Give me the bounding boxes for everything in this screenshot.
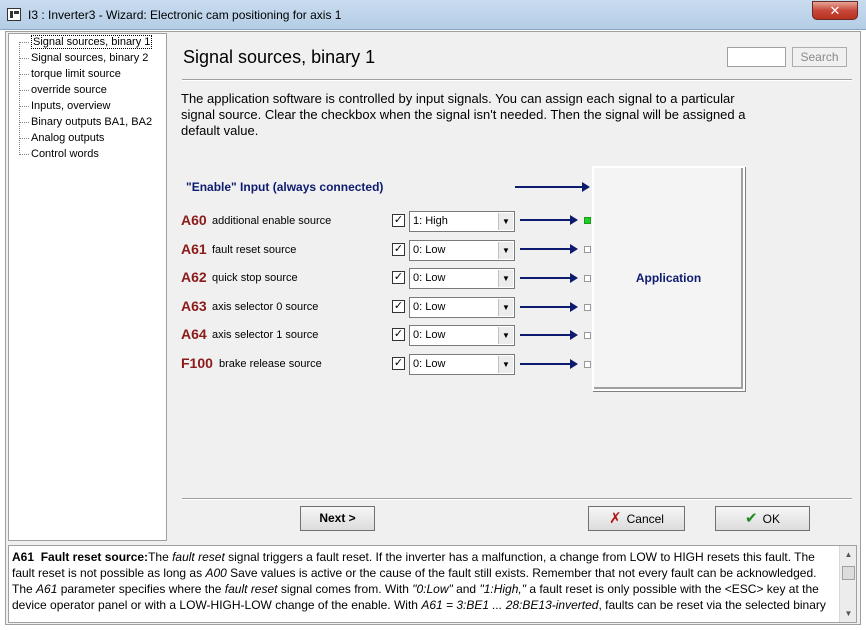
signal-code: A62 bbox=[181, 269, 207, 285]
intro-text: The application software is controlled by input signals. You can assign each signal to a particular signal source. Clear the checkbox when the signal isn't needed. Then the signal will be assigned a default value. bbox=[181, 91, 746, 138]
application-label: Application bbox=[635, 271, 702, 285]
signal-description: axis selector 0 source bbox=[212, 301, 319, 313]
header-divider bbox=[182, 79, 852, 81]
chevron-down-icon[interactable]: ▼ bbox=[498, 327, 513, 344]
signal-checkbox-a61[interactable]: ✓ bbox=[393, 243, 404, 255]
ok-label: OK bbox=[762, 512, 780, 526]
enable-arrow bbox=[515, 186, 588, 188]
signal-code: A63 bbox=[181, 298, 207, 314]
select-value: 1: High bbox=[413, 215, 448, 227]
signal-checkbox-f100[interactable]: ✓ bbox=[393, 357, 404, 369]
scroll-thumb[interactable] bbox=[842, 566, 855, 580]
signal-checkbox-a62[interactable]: ✓ bbox=[393, 271, 404, 283]
select-value: 0: Low bbox=[413, 358, 446, 370]
help-panel bbox=[8, 545, 857, 623]
help-title: Fault reset source: bbox=[40, 550, 149, 564]
signal-arrow bbox=[520, 248, 576, 250]
tree-item-inputs-overview[interactable]: Inputs, overview bbox=[19, 98, 110, 114]
help-scrollbar[interactable] bbox=[839, 546, 856, 622]
signal-select-f100[interactable] bbox=[409, 354, 515, 375]
navigation-tree bbox=[8, 33, 167, 541]
select-value: 0: Low bbox=[413, 272, 446, 284]
footer-divider bbox=[182, 498, 852, 500]
signal-description: axis selector 1 source bbox=[212, 329, 319, 341]
signal-arrow bbox=[520, 306, 576, 308]
signal-select-a62[interactable] bbox=[409, 268, 515, 289]
tree-item-control-words[interactable]: Control words bbox=[19, 146, 99, 162]
signal-code: A61 bbox=[181, 241, 207, 257]
search-button[interactable]: Search bbox=[792, 47, 847, 67]
tree-item-analog-outputs[interactable]: Analog outputs bbox=[19, 130, 104, 146]
input-port bbox=[584, 246, 591, 253]
close-button[interactable]: ✕ bbox=[812, 1, 858, 20]
signal-code: A64 bbox=[181, 326, 207, 342]
signal-description: additional enable source bbox=[212, 215, 332, 227]
chevron-down-icon[interactable]: ▼ bbox=[498, 356, 513, 373]
help-code: A61 bbox=[12, 550, 35, 564]
next-label: Next > bbox=[319, 511, 356, 525]
input-port bbox=[584, 361, 591, 368]
cancel-button[interactable] bbox=[588, 506, 685, 531]
select-value: 0: Low bbox=[413, 301, 446, 313]
signal-arrow bbox=[520, 277, 576, 279]
signal-arrow bbox=[520, 219, 576, 221]
chevron-down-icon[interactable]: ▼ bbox=[498, 213, 513, 230]
input-port bbox=[584, 332, 591, 339]
input-port bbox=[584, 275, 591, 282]
signal-code: A60 bbox=[181, 212, 207, 228]
tree-item-torque-limit-source[interactable]: torque limit source bbox=[19, 66, 121, 82]
signal-select-a63[interactable] bbox=[409, 297, 515, 318]
tree-item-override-source[interactable]: override source bbox=[19, 82, 107, 98]
signal-select-a60[interactable] bbox=[409, 211, 515, 232]
help-text: A61 Fault reset source:The fault reset signal triggers a fault reset. If the inverter has a malfunction, a change from LOW to HIGH resets this fault. The fault reset is not possible as long as A00 Save values is active or the cause of the fault still exists. Remember that not every fault can be acknowledged. The A61 parameter specifies where the fault reset signal comes from. With "0:Low" and "1:High," a fault reset is only possible with the <ESC> key at the device operator panel or with a LOW-HIGH-LOW change of the enable. With A61 = 3:BE1 ... 28:BE13-inverted, faults can be reset via the selected binary bbox=[12, 550, 826, 612]
page-title: Signal sources, binary 1 bbox=[183, 47, 376, 67]
scroll-up-icon[interactable]: ▲ bbox=[844, 550, 853, 559]
signal-description: brake release source bbox=[219, 358, 322, 370]
input-port-active bbox=[584, 217, 591, 224]
chevron-down-icon[interactable]: ▼ bbox=[498, 299, 513, 316]
tree-item-signal-sources-binary-1[interactable]: Signal sources, binary 1 bbox=[19, 34, 152, 50]
signal-checkbox-a64[interactable]: ✓ bbox=[393, 328, 404, 340]
signal-description: fault reset source bbox=[212, 244, 297, 256]
chevron-down-icon[interactable]: ▼ bbox=[498, 270, 513, 287]
signal-description: quick stop source bbox=[212, 272, 298, 284]
chevron-down-icon[interactable]: ▼ bbox=[498, 242, 513, 259]
tree-item-signal-sources-binary-2[interactable]: Signal sources, binary 2 bbox=[19, 50, 148, 66]
ok-button[interactable] bbox=[715, 506, 810, 531]
scroll-down-icon[interactable]: ▼ bbox=[844, 609, 853, 618]
signal-checkbox-a63[interactable]: ✓ bbox=[393, 300, 404, 312]
ok-check-icon: ✔ bbox=[745, 510, 758, 527]
window-title: I3 : Inverter3 - Wizard: Electronic cam positioning for axis 1 bbox=[28, 8, 342, 22]
select-value: 0: Low bbox=[413, 329, 446, 341]
signal-select-a64[interactable] bbox=[409, 325, 515, 346]
signal-code: F100 bbox=[181, 355, 213, 371]
signal-arrow bbox=[520, 334, 576, 336]
app-icon bbox=[7, 8, 21, 21]
select-value: 0: Low bbox=[413, 244, 446, 256]
tree-item-binary-outputs[interactable]: Binary outputs BA1, BA2 bbox=[19, 114, 152, 130]
search-input[interactable] bbox=[727, 47, 786, 67]
title-bar bbox=[0, 0, 866, 30]
signal-checkbox-a60[interactable]: ✓ bbox=[393, 214, 404, 226]
next-button[interactable] bbox=[300, 506, 375, 531]
cancel-x-icon: ✗ bbox=[609, 510, 622, 527]
signal-select-a61[interactable] bbox=[409, 240, 515, 261]
signal-arrow bbox=[520, 363, 576, 365]
cancel-label: Cancel bbox=[626, 512, 664, 526]
enable-input-label: "Enable" Input (always connected) bbox=[186, 180, 384, 194]
input-port bbox=[584, 304, 591, 311]
